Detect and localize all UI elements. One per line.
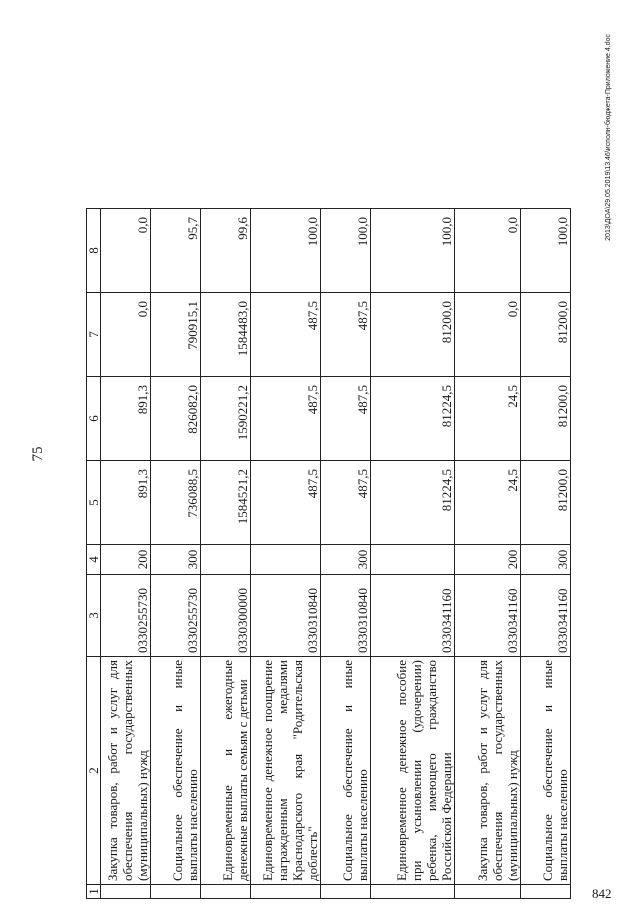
expense-type-cell: 300	[521, 545, 571, 575]
percent-cell: 100,0	[251, 209, 321, 293]
value-cell-6: 826082,0	[151, 377, 201, 461]
column-header-4: 4	[87, 545, 101, 575]
value-cell-7: 790915,1	[151, 293, 201, 377]
expense-type-cell	[371, 545, 455, 575]
table-row	[521, 209, 571, 899]
value-cell-7: 1584483,0	[201, 293, 251, 377]
expense-name-cell: Единовременное денежное поощрение награжденным медалями Краснодарского края "Родительская доблесть"	[251, 657, 321, 885]
value-cell-5: 487,5	[321, 461, 371, 545]
table-row	[455, 209, 521, 899]
value-cell-5: 1584521,2	[201, 461, 251, 545]
budget-execution-table	[86, 208, 571, 899]
value-cell-7: 81200,0	[521, 293, 571, 377]
corner-page-number: 842	[592, 886, 612, 901]
percent-cell: 100,0	[521, 209, 571, 293]
column-header-1: 1	[87, 885, 101, 899]
value-cell-7: 487,5	[321, 293, 371, 377]
expense-type-cell: 300	[321, 545, 371, 575]
value-cell-7: 487,5	[251, 293, 321, 377]
expense-name-cell: Социальное обеспечение и иные выплаты населению	[521, 657, 571, 885]
row-number-cell	[101, 885, 151, 899]
percent-cell: 95,7	[151, 209, 201, 293]
percent-cell: 0,0	[455, 209, 521, 293]
table-header-row	[87, 209, 101, 899]
target-code-cell: 0330255730	[151, 575, 201, 657]
target-code-cell: 0330341160	[371, 575, 455, 657]
value-cell-6: 891,3	[101, 377, 151, 461]
target-code-cell: 0330341160	[455, 575, 521, 657]
expense-type-cell	[201, 545, 251, 575]
target-code-cell: 0330341160	[521, 575, 571, 657]
expense-type-cell	[251, 545, 321, 575]
value-cell-5: 736088,5	[151, 461, 201, 545]
value-cell-5: 81200,0	[521, 461, 571, 545]
expense-name-cell: Социальное обеспечение и иные выплаты населению	[321, 657, 371, 885]
target-code-cell: 0330310840	[321, 575, 371, 657]
value-cell-5: 24,5	[455, 461, 521, 545]
value-cell-5: 891,3	[101, 461, 151, 545]
percent-cell: 0,0	[101, 209, 151, 293]
row-number-cell	[251, 885, 321, 899]
expense-name-cell: Единовременные и ежегодные денежные выплаты семьям с детьми	[201, 657, 251, 885]
target-code-cell: 0330310840	[251, 575, 321, 657]
table-row	[251, 209, 321, 899]
table-row	[321, 209, 371, 899]
column-header-7: 7	[87, 293, 101, 377]
column-header-8: 8	[87, 209, 101, 293]
expense-type-cell: 200	[455, 545, 521, 575]
expense-name-cell: Закупка товаров, работ и услуг для обеспечения государственных (муниципальных) нужд	[101, 657, 151, 885]
target-code-cell: 0330255730	[101, 575, 151, 657]
table-row	[151, 209, 201, 899]
row-number-cell	[321, 885, 371, 899]
column-header-6: 6	[87, 377, 101, 461]
value-cell-6: 487,5	[321, 377, 371, 461]
table-row	[201, 209, 251, 899]
column-header-3: 3	[87, 575, 101, 657]
row-number-cell	[455, 885, 521, 899]
percent-cell: 100,0	[321, 209, 371, 293]
footer-filepath: 2013\ДОА\29.05.2019\13.46\исполн-бюджета-Приложение 4.doc	[605, 34, 612, 241]
value-cell-6: 81200,0	[521, 377, 571, 461]
row-number-cell	[521, 885, 571, 899]
value-cell-6: 487,5	[251, 377, 321, 461]
value-cell-5: 81224,5	[371, 461, 455, 545]
column-header-2: 2	[87, 657, 101, 885]
value-cell-6: 81224,5	[371, 377, 455, 461]
expense-type-cell: 300	[151, 545, 201, 575]
table-row	[101, 209, 151, 899]
value-cell-7: 0,0	[455, 293, 521, 377]
percent-cell: 99,6	[201, 209, 251, 293]
target-code-cell: 0330300000	[201, 575, 251, 657]
page-number: 75	[30, 446, 46, 462]
expense-type-cell: 200	[101, 545, 151, 575]
row-number-cell	[151, 885, 201, 899]
value-cell-6: 1590221,2	[201, 377, 251, 461]
table-row	[371, 209, 455, 899]
expense-name-cell: Единовременное денежное пособие при усыновлении (удочерении) ребенка, имеющего гражданство Российской Федерации	[371, 657, 455, 885]
row-number-cell	[371, 885, 455, 899]
value-cell-6: 24,5	[455, 377, 521, 461]
expense-name-cell: Закупка товаров, работ и услуг для обеспечения государственных (муниципальных) нужд	[455, 657, 521, 885]
column-header-5: 5	[87, 461, 101, 545]
percent-cell: 100,0	[371, 209, 455, 293]
value-cell-5: 487,5	[251, 461, 321, 545]
expense-name-cell: Социальное обеспечение и иные выплаты населению	[151, 657, 201, 885]
value-cell-7: 81200,0	[371, 293, 455, 377]
row-number-cell	[201, 885, 251, 899]
value-cell-7: 0,0	[101, 293, 151, 377]
